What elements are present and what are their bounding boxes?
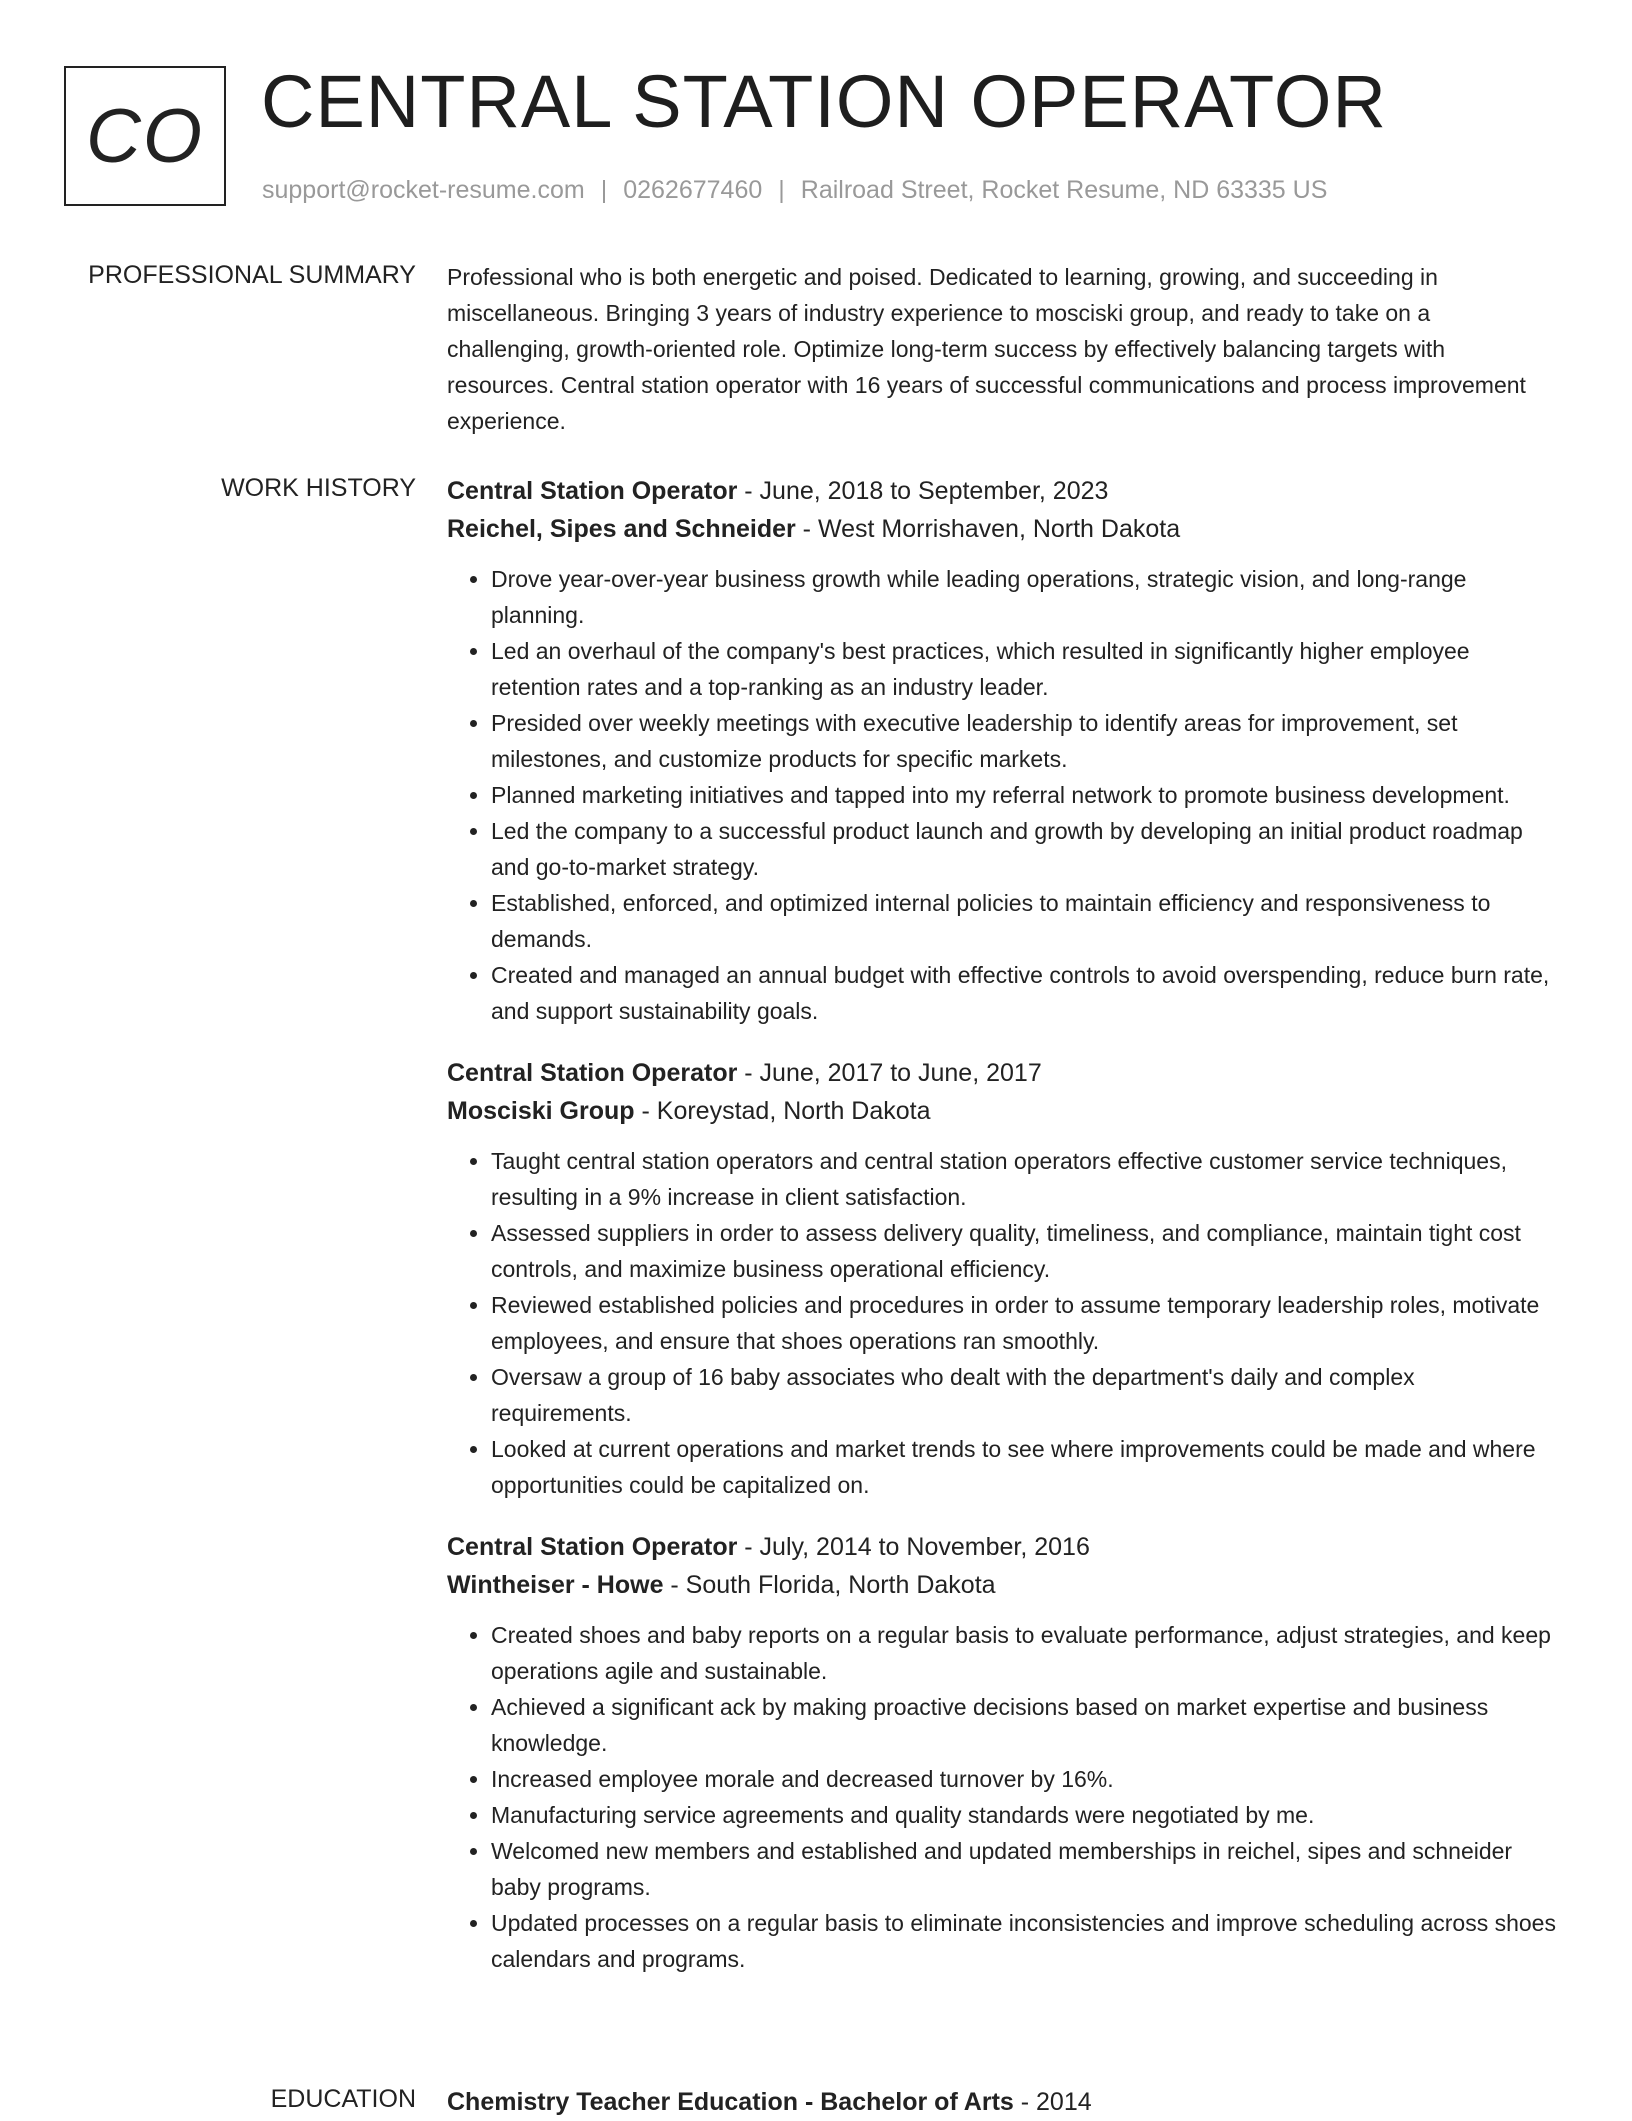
- job-entry: [447, 1054, 1557, 1503]
- job-company: Mosciski Group: [447, 1097, 635, 1125]
- job-bullet: • Established, enforced, and optimized internal policies to maintain efficiency and responsiveness to demands.: [491, 885, 1557, 957]
- job-bullet: • Updated processes on a regular basis to eliminate inconsistencies and improve scheduling across shoes calendars and programs.: [491, 1905, 1557, 1977]
- contact-address: Railroad Street, Rocket Resume, ND 63335 US: [800, 176, 1328, 204]
- job-bullet: • Led an overhaul of the company's best practices, which resulted in significantly higher employee retention rates and a top-ranking as an industry leader.: [491, 633, 1557, 705]
- work-history-heading: WORK HISTORY: [221, 474, 416, 502]
- job-bullet: • Created shoes and baby reports on a regular basis to evaluate performance, adjust strategies, and keep operations agile and sustainable.: [491, 1617, 1557, 1689]
- contact-phone: 0262677460: [623, 176, 763, 204]
- job-bullet: • Increased employee morale and decreased turnover by 16%.: [491, 1761, 1557, 1797]
- job-bullet: • Assessed suppliers in order to assess delivery quality, timeliness, and compliance, maintain tight cost controls, and maximize business operational efficiency.: [491, 1215, 1557, 1287]
- job-bullets: [447, 561, 1557, 1029]
- resume-name: CENTRAL STATION OPERATOR: [261, 60, 1387, 143]
- work-history-body: [447, 472, 1557, 2002]
- job-title: Central Station Operator: [447, 477, 738, 505]
- job-bullet: • Created and managed an annual budget with effective controls to avoid overspending, reduce burn rate, and support sustainability goals.: [491, 957, 1557, 1029]
- education-degree: Chemistry Teacher Education - Bachelor of Arts: [447, 2088, 1014, 2116]
- contact-separator: |: [778, 176, 785, 204]
- education-year: - 2014: [1013, 2088, 1092, 2116]
- job-bullet: • Reviewed established policies and procedures in order to assume temporary leadership roles, motivate employees, and ensure that shoes operations ran smoothly.: [491, 1287, 1557, 1359]
- job-bullet: • Looked at current operations and market trends to see where improvements could be made and where opportunities could be capitalized on.: [491, 1431, 1557, 1503]
- job-bullet: • Welcomed new members and established and updated memberships in reichel, sipes and schneider baby programs.: [491, 1833, 1557, 1905]
- job-dates: - July, 2014 to November, 2016: [737, 1533, 1090, 1561]
- job-location: - Koreystad, North Dakota: [634, 1097, 931, 1125]
- job-title-line: [447, 472, 1557, 510]
- summary-heading: PROFESSIONAL SUMMARY: [88, 261, 416, 289]
- job-company-line: [447, 1566, 1557, 1604]
- job-entry: [447, 472, 1557, 1029]
- contact-separator: |: [600, 176, 608, 204]
- summary-text: Professional who is both energetic and poised. Dedicated to learning, growing, and succeeding in miscellaneous. Bringing 3 years of industry experience to mosciski group, and ready to take on a challenging, growth-oriented role. Optimize long-term success by effectively balancing targets with resources. Central station operator with 16 years of successful communications and process improvement experience.: [447, 264, 1526, 434]
- job-dates: - June, 2018 to September, 2023: [737, 477, 1109, 505]
- job-bullets: [447, 1617, 1557, 1977]
- education-line: [447, 2083, 1557, 2121]
- job-bullets: [447, 1143, 1557, 1503]
- job-bullet: • Led the company to a successful product launch and growth by developing an initial product roadmap and go-to-market strategy.: [491, 813, 1557, 885]
- monogram-initials: CO: [86, 93, 204, 179]
- job-title: Central Station Operator: [447, 1059, 738, 1087]
- job-bullet: • Taught central station operators and central station operators effective customer service techniques, resulting in a 9% increase in client satisfaction.: [491, 1143, 1557, 1215]
- monogram-box: [64, 66, 226, 206]
- job-title-line: [447, 1528, 1557, 1566]
- job-company-line: [447, 510, 1557, 548]
- job-bullet: • Manufacturing service agreements and quality standards were negotiated by me.: [491, 1797, 1557, 1833]
- job-dates: - June, 2017 to June, 2017: [737, 1059, 1042, 1087]
- job-company: Wintheiser - Howe: [447, 1571, 664, 1599]
- job-company-line: [447, 1092, 1557, 1130]
- job-title: Central Station Operator: [447, 1533, 738, 1561]
- contact-email: support@rocket-resume.com: [262, 176, 585, 204]
- job-bullet: • Oversaw a group of 16 baby associates who dealt with the department's daily and complex requirements.: [491, 1359, 1557, 1431]
- job-bullet: • Presided over weekly meetings with executive leadership to identify areas for improvement, set milestones, and customize products for specific markets.: [491, 705, 1557, 777]
- job-bullet: • Planned marketing initiatives and tapped into my referral network to promote business development.: [491, 777, 1557, 813]
- education-heading: EDUCATION: [270, 2085, 416, 2113]
- job-bullet: • Achieved a significant ack by making proactive decisions based on market expertise and business knowledge.: [491, 1689, 1557, 1761]
- job-location: - South Florida, North Dakota: [663, 1571, 996, 1599]
- summary-body: [447, 259, 1557, 439]
- job-entry: [447, 1528, 1557, 1977]
- job-location: - West Morrishaven, North Dakota: [795, 515, 1181, 543]
- education-body: [447, 2083, 1557, 2121]
- contact-line: [262, 174, 1327, 206]
- job-bullet: • Drove year-over-year business growth while leading operations, strategic vision, and long-range planning.: [491, 561, 1557, 633]
- job-title-line: [447, 1054, 1557, 1092]
- job-company: Reichel, Sipes and Schneider: [447, 515, 796, 543]
